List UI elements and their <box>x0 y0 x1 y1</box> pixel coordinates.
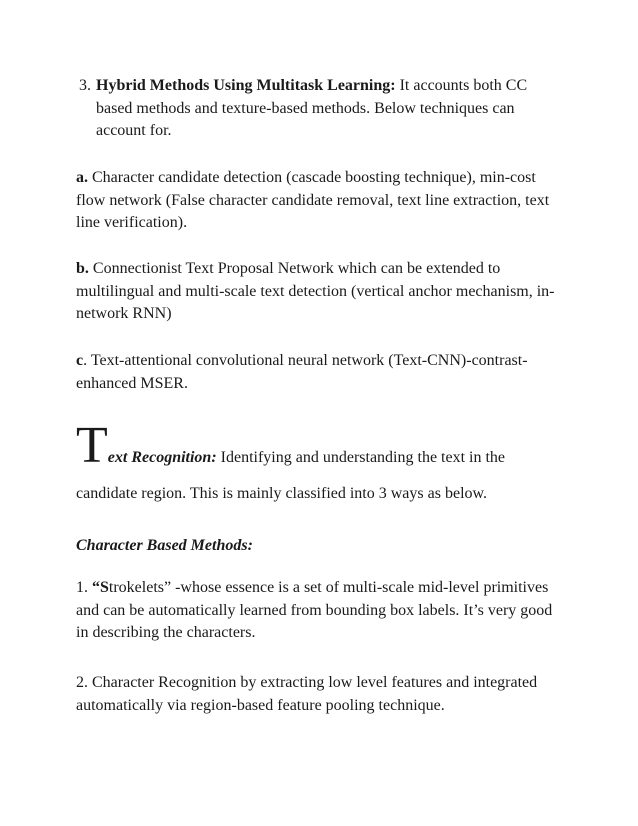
item-label: c <box>76 352 84 369</box>
item-text: Connectionist Text Proposal Network which can be extended to multilingual and multi-scale text detection (vertical anchor mechanism, in-network RNN) <box>76 260 555 322</box>
item-title: Hybrid Methods Using Multitask Learning: <box>96 77 396 94</box>
list-item-a <box>76 167 564 235</box>
subheading-character-based <box>76 535 564 558</box>
section-text-line2: candidate region. This is mainly classified into 3 ways as below. <box>76 485 488 502</box>
subheading-text: Character Based Methods: <box>76 537 253 554</box>
list-item-c <box>76 350 564 395</box>
section-heading: ext Recognition: <box>107 449 217 466</box>
item-text: 2. Character Recognition by extracting low level features and integrated automatically via region-based feature pooling technique. <box>76 674 538 714</box>
quote-open: “S <box>92 579 109 596</box>
item-text: It accounts both CC based methods and texture-based methods. Below techniques can account for. <box>96 77 528 139</box>
list-item-b <box>76 258 564 326</box>
item-text: . Text-attentional convolutional neural network (Text-CNN)-contrast-enhanced MSER. <box>76 352 528 392</box>
list-item-hybrid-methods <box>79 75 559 143</box>
item-text: trokelets” -whose essence is a set of multi-scale mid-level primitives and can be automatically learned from bounding box labels. It’s very good in describing the characters. <box>76 579 553 641</box>
list-item-strokelets <box>76 577 564 645</box>
item-label: b. <box>76 260 89 277</box>
section-text-line1: Identifying and understanding the text in the <box>216 449 506 466</box>
list-number: 3. <box>79 77 91 94</box>
list-number: 1. <box>76 579 92 596</box>
item-text: Character candidate detection (cascade boosting technique), min-cost flow network (False character candidate removal, text line extraction, text line verification). <box>76 169 550 231</box>
text-recognition-section <box>76 417 564 510</box>
item-label: a. <box>76 169 88 186</box>
list-item-character-recognition <box>76 672 564 717</box>
drop-cap: T <box>76 417 108 474</box>
